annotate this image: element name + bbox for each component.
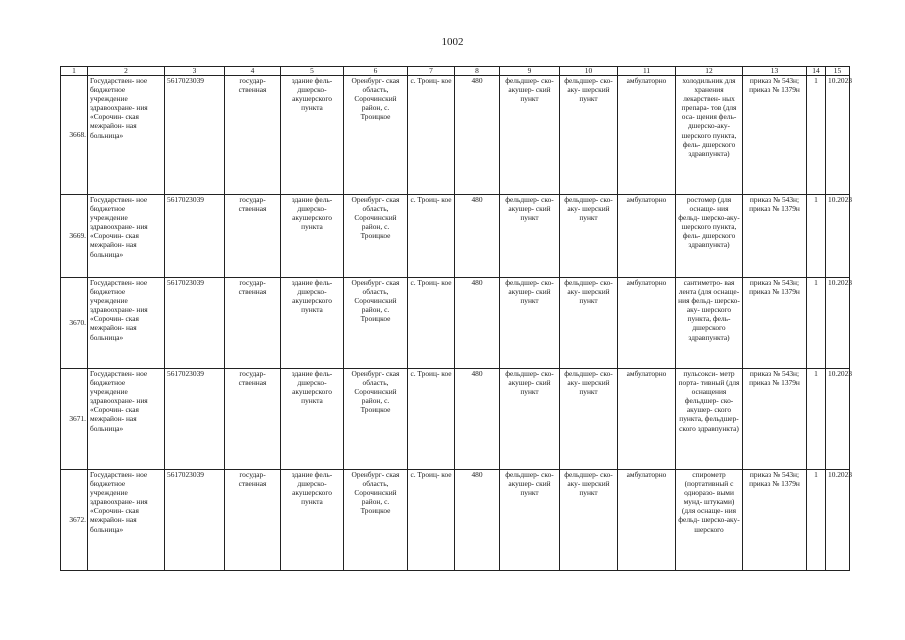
basis-cell: приказ № 543н; приказ № 1379н xyxy=(743,76,807,195)
basis-cell: приказ № 543н; приказ № 1379н xyxy=(743,369,807,470)
date-cell: 10.2023 xyxy=(826,195,850,278)
column-header: 1 xyxy=(61,67,88,76)
organization-name: Государствен- ное бюджетное учреждение здравоохране- ния «Сорочин- ская межрайон- ная больница» xyxy=(88,195,165,278)
address-cell: Оренбург- ская область, Сорочинский район, с. Троицкое xyxy=(344,470,408,571)
building-cell: здание фель- дшерско- акушерского пункта xyxy=(281,470,344,571)
ownership-cell: государ- ственная xyxy=(225,76,281,195)
ownership-cell: государ- ственная xyxy=(225,278,281,369)
code-cell: 480 xyxy=(455,278,500,369)
row-number: 3672. xyxy=(61,470,88,571)
table-row xyxy=(61,470,850,571)
unit-type-cell: фельдшер- ско-акушер- ский пункт xyxy=(500,470,560,571)
inn-cell: 5617023039 xyxy=(165,195,225,278)
equipment-cell: холодильник для хранения лекарствен- ных препара- тов (для оса- щения фель- дшерско-аку- шерского пункта, фель- дшерского здравпункта) xyxy=(676,76,743,195)
quantity-cell: 1 xyxy=(807,278,826,369)
organization-name: Государствен- ное бюджетное учреждение здравоохране- ния «Сорочин- ская межрайон- ная больница» xyxy=(88,369,165,470)
column-header: 10 xyxy=(560,67,618,76)
column-header: 4 xyxy=(225,67,281,76)
row-number: 3671. xyxy=(61,369,88,470)
inn-cell: 5617023039 xyxy=(165,76,225,195)
building-cell: здание фель- дшерско- акушерского пункта xyxy=(281,76,344,195)
code-cell: 480 xyxy=(455,76,500,195)
basis-cell: приказ № 543н; приказ № 1379н xyxy=(743,278,807,369)
table-row xyxy=(61,195,850,278)
inn-cell: 5617023039 xyxy=(165,470,225,571)
quantity-cell: 1 xyxy=(807,470,826,571)
equipment-cell: пульсокси- метр порта- тивный (для оснащения фельдшер- ско-акушер- ского пункта, фельдшер- ского здравпункта) xyxy=(676,369,743,470)
unit-type-cell: фельдшер- ско-акушер- ский пункт xyxy=(500,76,560,195)
code-cell: 480 xyxy=(455,369,500,470)
address-cell: Оренбург- ская область, Сорочинский район, с. Троицкое xyxy=(344,195,408,278)
organization-name: Государствен- ное бюджетное учреждение здравоохране- ния «Сорочин- ская межрайон- ная больница» xyxy=(88,278,165,369)
column-header: 2 xyxy=(88,67,165,76)
column-header: 14 xyxy=(807,67,826,76)
unit-type-cell: фельдшер- ско-акушер- ский пункт xyxy=(500,278,560,369)
unit-cell: фельдшер- ско-аку- шерский пункт xyxy=(560,278,618,369)
column-header: 9 xyxy=(500,67,560,76)
basis-cell: приказ № 543н; приказ № 1379н xyxy=(743,195,807,278)
unit-type-cell: фельдшер- ско-акушер- ский пункт xyxy=(500,195,560,278)
care-form-cell: амбулаторно xyxy=(618,195,676,278)
unit-cell: фельдшер- ско-аку- шерский пункт xyxy=(560,470,618,571)
row-number: 3668. xyxy=(61,76,88,195)
table-row xyxy=(61,76,850,195)
code-cell: 480 xyxy=(455,470,500,571)
column-header: 8 xyxy=(455,67,500,76)
quantity-cell: 1 xyxy=(807,76,826,195)
ownership-cell: государ- ственная xyxy=(225,369,281,470)
settlement-cell: с. Троиц- кое xyxy=(408,76,455,195)
column-header: 15 xyxy=(826,67,850,76)
register-table xyxy=(60,66,853,571)
code-cell: 480 xyxy=(455,195,500,278)
unit-cell: фельдшер- ско-аку- шерский пункт xyxy=(560,369,618,470)
column-header: 11 xyxy=(618,67,676,76)
settlement-cell: с. Троиц- кое xyxy=(408,369,455,470)
column-header: 7 xyxy=(408,67,455,76)
unit-cell: фельдшер- ско-аку- шерский пункт xyxy=(560,76,618,195)
header-row xyxy=(61,67,850,76)
date-cell: 10.2023 xyxy=(826,76,850,195)
organization-name: Государствен- ное бюджетное учреждение здравоохране- ния «Сорочин- ская межрайон- ная больница» xyxy=(88,76,165,195)
equipment-cell: спирометр (портативный с одноразо- выми мунд- штуками) (для оснаще- ния фельд- шерско-аку- шерского xyxy=(676,470,743,571)
address-cell: Оренбург- ская область, Сорочинский район, с. Троицкое xyxy=(344,76,408,195)
page-number: 1002 xyxy=(441,36,464,48)
unit-cell: фельдшер- ско-аку- шерский пункт xyxy=(560,195,618,278)
address-cell: Оренбург- ская область, Сорочинский район, с. Троицкое xyxy=(344,369,408,470)
care-form-cell: амбулаторно xyxy=(618,470,676,571)
unit-type-cell: фельдшер- ско-акушер- ский пункт xyxy=(500,369,560,470)
ownership-cell: государ- ственная xyxy=(225,470,281,571)
care-form-cell: амбулаторно xyxy=(618,76,676,195)
building-cell: здание фель- дшерско- акушерского пункта xyxy=(281,369,344,470)
column-header: 13 xyxy=(743,67,807,76)
organization-name: Государствен- ное бюджетное учреждение здравоохране- ния «Сорочин- ская межрайон- ная больница» xyxy=(88,470,165,571)
quantity-cell: 1 xyxy=(807,195,826,278)
settlement-cell: с. Троиц- кое xyxy=(408,278,455,369)
quantity-cell: 1 xyxy=(807,369,826,470)
building-cell: здание фель- дшерско- акушерского пункта xyxy=(281,278,344,369)
address-cell: Оренбург- ская область, Сорочинский район, с. Троицкое xyxy=(344,278,408,369)
column-header: 6 xyxy=(344,67,408,76)
settlement-cell: с. Троиц- кое xyxy=(408,470,455,571)
building-cell: здание фель- дшерско- акушерского пункта xyxy=(281,195,344,278)
inn-cell: 5617023039 xyxy=(165,278,225,369)
settlement-cell: с. Троиц- кое xyxy=(408,195,455,278)
equipment-cell: ростомер (для оснаще- ния фельд- шерско-аку- шерского пункта, фель- дшерского здравпункта) xyxy=(676,195,743,278)
inn-cell: 5617023039 xyxy=(165,369,225,470)
equipment-cell: сантиметро- вая лента (для оснаще- ния фельд- шерско-аку- шерского пункта, фель- дшерского здравпункта) xyxy=(676,278,743,369)
basis-cell: приказ № 543н; приказ № 1379н xyxy=(743,470,807,571)
row-number: 3670. xyxy=(61,278,88,369)
row-number: 3669. xyxy=(61,195,88,278)
table-row xyxy=(61,369,850,470)
date-cell: 10.2023 xyxy=(826,470,850,571)
date-cell: 10.2023 xyxy=(826,369,850,470)
care-form-cell: амбулаторно xyxy=(618,369,676,470)
column-header: 12 xyxy=(676,67,743,76)
column-header: 5 xyxy=(281,67,344,76)
care-form-cell: амбулаторно xyxy=(618,278,676,369)
table-row xyxy=(61,278,850,369)
date-cell: 10.2023 xyxy=(826,278,850,369)
column-header: 3 xyxy=(165,67,225,76)
ownership-cell: государ- ственная xyxy=(225,195,281,278)
